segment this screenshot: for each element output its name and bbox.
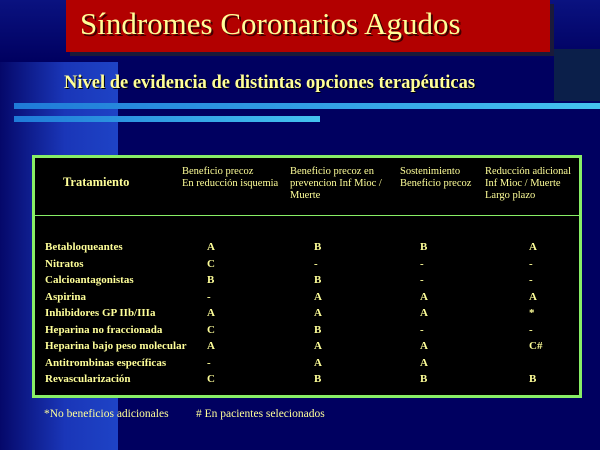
evidence-col4: B: [529, 373, 537, 385]
treatment-name: Nitratos: [45, 257, 84, 270]
evidence-col2: -: [314, 257, 318, 270]
evidence-col1: B: [207, 274, 215, 286]
header-col2-line: prevencion Inf Mioc /: [290, 178, 382, 189]
header-col3-line: Beneficio precoz: [400, 178, 472, 189]
header-col4: [485, 166, 571, 202]
evidence-col1: A: [207, 241, 215, 253]
evidence-col3: -: [420, 274, 424, 286]
evidence-col4: -: [529, 323, 533, 336]
treatment-name: Revascularización: [45, 373, 131, 385]
header-treatment: Tratamiento: [63, 175, 130, 189]
evidence-col2: A: [314, 340, 322, 352]
header-col2: [290, 166, 382, 202]
decorative-bar-short: [14, 116, 320, 122]
evidence-col4: A: [529, 241, 537, 253]
evidence-col2: A: [314, 307, 322, 319]
evidence-col3: B: [420, 373, 428, 385]
header-col4-line: Largo plazo: [485, 190, 536, 201]
header-col3-line: Sostenimiento: [400, 166, 461, 177]
evidence-col4: *: [529, 307, 535, 319]
header-col1-line: En reducción isquemia: [182, 178, 279, 189]
slide-subtitle: Nivel de evidencia de distintas opciones terapéuticas: [64, 73, 476, 93]
treatment-name: Heparina no fraccionada: [45, 323, 163, 336]
treatment-name: Inhibidores GP IIb/IIIa: [45, 307, 156, 319]
evidence-col2: A: [314, 290, 322, 303]
treatment-name: Antitrombinas específicas: [45, 356, 167, 369]
slide-title: Síndromes Coronarios Agudos: [80, 6, 461, 41]
evidence-col2: B: [314, 274, 322, 286]
evidence-col2: B: [314, 323, 322, 336]
evidence-col1: C: [207, 257, 215, 270]
header-col1-line: Beneficio precoz: [182, 166, 254, 177]
evidence-col3: -: [420, 323, 424, 336]
evidence-col4: C#: [529, 340, 543, 352]
evidence-col1: -: [207, 290, 211, 303]
evidence-col2: A: [314, 356, 322, 369]
evidence-col1: A: [207, 340, 215, 352]
treatment-name: Heparina bajo peso molecular: [45, 340, 187, 352]
evidence-col2: B: [314, 241, 322, 253]
header-col4-line: Reducción adicional: [485, 166, 572, 177]
header-col2-line: Muerte: [290, 190, 321, 201]
footnote-no-benefit: *No beneficios adicionales: [44, 408, 169, 420]
evidence-col4: -: [529, 274, 533, 286]
evidence-col3: -: [420, 257, 424, 270]
evidence-col1: A: [207, 307, 215, 319]
evidence-col3: A: [420, 340, 428, 352]
header-col3: [400, 166, 471, 190]
evidence-col2: B: [314, 373, 322, 385]
evidence-col1: C: [207, 323, 215, 336]
evidence-table: [32, 155, 582, 398]
treatment-name: Calcioantagonistas: [45, 274, 134, 286]
treatment-name: Aspirina: [45, 290, 86, 303]
header-col1: [182, 166, 278, 190]
evidence-col4: -: [529, 257, 533, 270]
evidence-col1: C: [207, 373, 215, 385]
header-col4-line: Inf Mioc / Muerte: [485, 178, 561, 189]
footnote-selected-patients: # En pacientes selecionados: [196, 408, 325, 420]
header-col2-line: Beneficio precoz en: [290, 166, 374, 177]
evidence-col1: -: [207, 356, 211, 369]
evidence-col3: A: [420, 356, 428, 369]
evidence-col3: A: [420, 307, 428, 319]
evidence-col4: A: [529, 290, 537, 303]
evidence-col3: A: [420, 290, 428, 303]
treatment-name: Betabloqueantes: [45, 241, 123, 253]
evidence-col3: B: [420, 241, 428, 253]
decorative-bar-long: [14, 103, 600, 109]
header-divider: [35, 215, 579, 216]
